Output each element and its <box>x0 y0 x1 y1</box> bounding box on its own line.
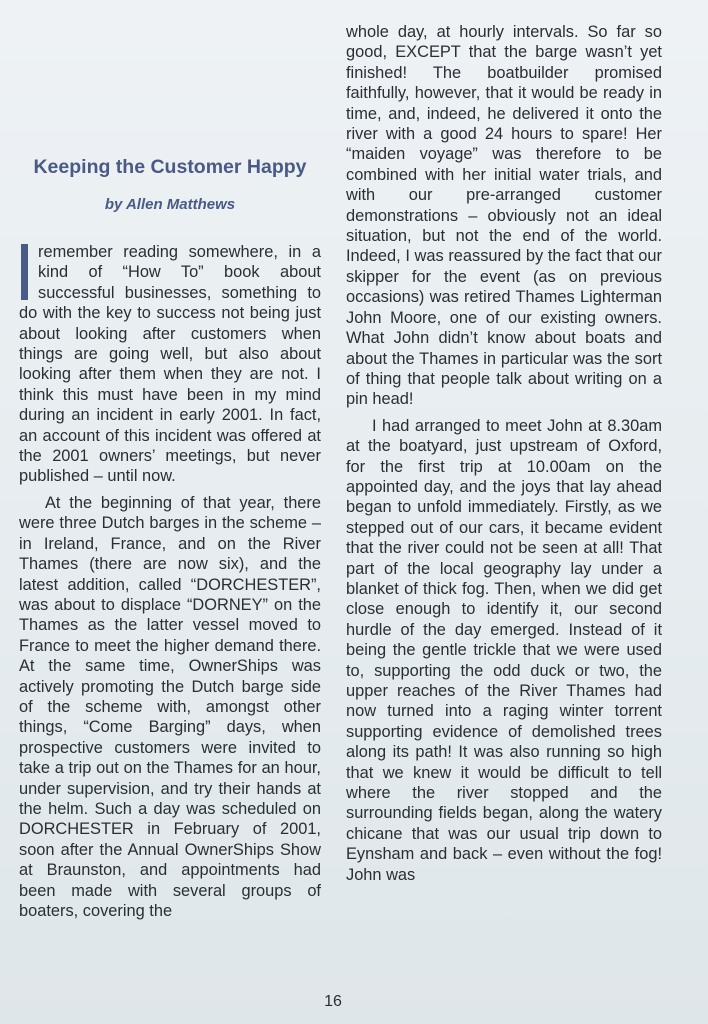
paragraph-4: I had arranged to meet John at 8.30am at the boatyard, just upstream of Oxford, for the first trip at 10.00am on the appointed day, and the joys that lay ahead began to unfold immediately. Firstly, as we stepped out of our cars, it became evident that the river could not be seen at all! That part of the local geography lay under a blanket of thick fog. Then, when we did get close enough to identify it, our second hurdle of the day emerged. Instead of it being the gentle trickle that we were used to, supporting the odd duck or two, the upper reaches of the River Thames had now turned into a raging winter torrent supporting evidence of demolished trees along its path! It was also running so high that we knew it would be difficult to tell where the river stopped and the surrounding fields began, along the watery chicane that was our usual trip down to Eynsham and back – even without the fog! John was <box>346 416 662 884</box>
right-column <box>346 22 662 885</box>
left-column <box>19 242 321 921</box>
paragraph-2: At the beginning of that year, there were three Dutch barges in the scheme – in Ireland, France, and on the River Thames (there are now six), and the latest addition, called “DORCHESTER”, was about to displace “DORNEY” on the Thames as the latter vessel moved to France to meet the higher demand there. At the same time, OwnerShips was actively promoting the Dutch barge side of the scheme with, amongst other things, “Come Barging” days, when prospective customers were invited to take a trip out on the Thames for an hour, under supervision, and try their hands at the helm. Such a day was scheduled on DORCHESTER in February of 2001, soon after the Annual OwnerShips Show at Braunston, and appointments had been made with several groups of boaters, covering the <box>19 493 321 920</box>
paragraph-3: whole day, at hourly intervals. So far so good, EXCEPT that the barge wasn’t yet finished! The boatbuilder promised faithfully, however, that it would be ready in time, and, indeed, he delivered it onto the river with a good 24 hours to spare! Her “maiden voyage” was therefore to be combined with her initial water trials, and with our pre-arranged customer demonstrations – obviously not an ideal situation, but not the end of the world. Indeed, I was reassured by the fact that our skipper for the event (as on previous occasions) was retired Thames Lighterman John Moore, one of our existing owners. What John didn’t know about boats and about the Thames in particular was the sort of thing that people talk about writing on a pin head! <box>346 23 662 409</box>
page-number: 16 <box>324 993 342 1010</box>
drop-cap-i <box>21 244 28 300</box>
paragraph-1-text: remember reading somewhere, in a kind of “How To” book about successful businesses, something to do with the key to success not being just about looking after customers when things are going well, but also about looking after them when they are not. I think this must have been in my mind during an incident in early 2001. In fact, an account of this incident was offered at the 2001 owners’ meetings, but never published – until now. <box>19 243 321 486</box>
paragraph-1 <box>19 242 321 487</box>
article-title: Keeping the Customer Happy <box>33 156 307 179</box>
article-byline: by Allen Matthews <box>104 196 236 213</box>
